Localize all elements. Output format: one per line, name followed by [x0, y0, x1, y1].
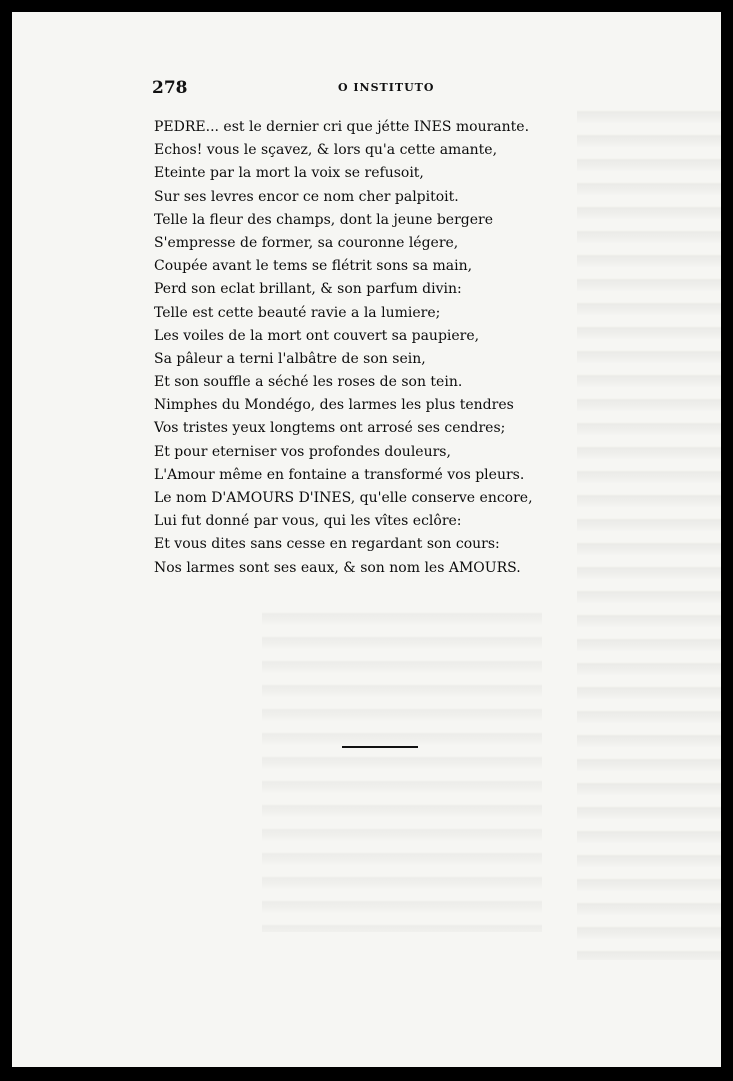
verse-line: Nos larmes sont ses eaux, & son nom les AMOURS. [154, 559, 521, 576]
verse-line: Telle la fleur des champs, dont la jeune bergere [154, 211, 494, 228]
verse-line: S'empresse de former, sa couronne légere, [154, 234, 459, 251]
page-number: 278 [152, 78, 188, 98]
verse-line: PEDRE... est le dernier cri que jétte INES mourante. [154, 119, 530, 135]
verse-line: Le nom D'AMOURS D'INES, qu'elle conserve encore, [154, 490, 533, 506]
verse-line: Echos! vous le sçavez, & lors qu'a cette amante, [154, 142, 498, 159]
verse-line: L'Amour même en fontaine a transformé vos pleurs. [154, 466, 525, 483]
verse-line: Et son souffle a séché les roses de son tein. [154, 374, 463, 391]
section-rule [342, 746, 418, 748]
verse-line: Sur ses levres encor ce nom cher palpitoit. [154, 188, 459, 205]
scanned-page [12, 12, 721, 1067]
verse-line: Et pour eterniser vos profondes douleurs, [154, 443, 451, 460]
verse-line: Nimphes du Mondégo, des larmes les plus tendres [154, 397, 514, 414]
verse-line: Et vous dites sans cesse en regardant son cours: [154, 536, 500, 553]
bleed-through-text [577, 100, 721, 960]
verse-line: Eteinte par la mort la voix se refusoit, [154, 165, 424, 182]
verse-line: Coupée avant le tems se flétrit sons sa main, [154, 258, 473, 275]
verse-line: Telle est cette beauté ravie a la lumiere; [154, 304, 441, 321]
verse-line: Sa pâleur a terni l'albâtre de son sein, [154, 350, 426, 367]
running-title: O INSTITUTO [338, 81, 435, 94]
verse-line: Perd son eclat brillant, & son parfum divin: [154, 281, 462, 298]
bleed-through-text-lower [262, 602, 542, 932]
page-header [152, 78, 552, 100]
verse-line: Les voiles de la mort ont couvert sa paupiere, [154, 327, 480, 344]
poem-verses [154, 116, 574, 580]
verse-line: Vos tristes yeux longtems ont arrosé ses cendres; [154, 420, 506, 437]
verse-line: Lui fut donné par vous, qui les vîtes eclôre: [154, 513, 462, 530]
